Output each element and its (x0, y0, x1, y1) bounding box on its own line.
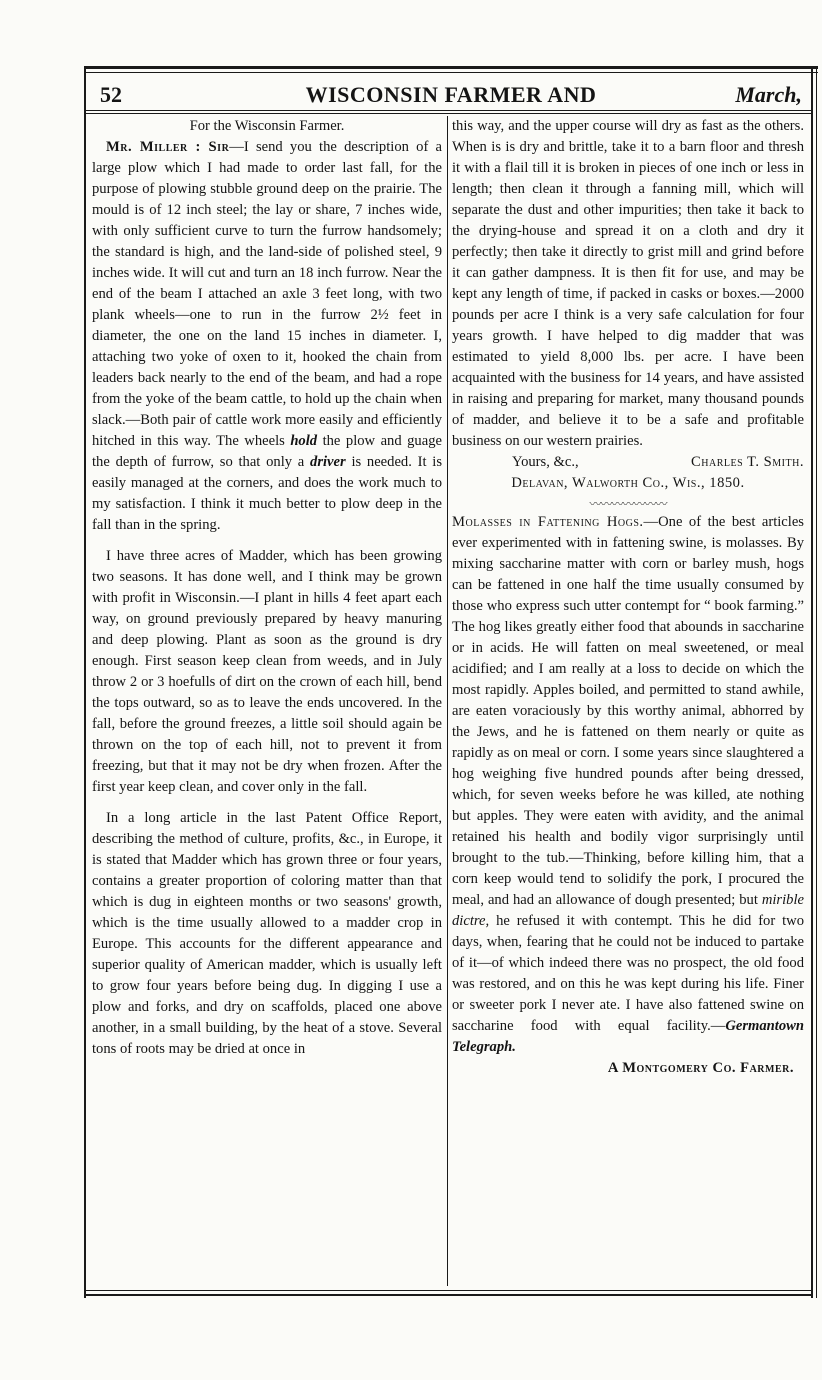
letter-paragraph-3: In a long article in the last Patent Office Report, describing the method of culture, profits, &c., in Europe, it is stated that Madder which has grown three or four years, contains a greater proportion of coloring matter than that which is dug in eighteen months or two seasons' growth, which is the time usually allowed to a madder crop in Europe. This accounts for the different appearance and superior quality of American madder, which is usually left to grow four years before being dug. In digging I use a plow and forks, and dry on scaffolds, placed one above another, in a small building, by the heat of a stove. Several tons of roots may be dried at once in (92, 810, 442, 1057)
signer: Charles T. Smith. (691, 454, 804, 470)
left-frame (84, 66, 86, 1298)
journal-title: WISCONSIN FARMER AND (305, 82, 597, 107)
page-number: 52 (100, 82, 122, 107)
article-source: Germantown Telegraph. (452, 1018, 804, 1055)
signer-location: Delavan, Walworth Co., Wis., 1850. (511, 475, 745, 491)
right-frame (811, 66, 813, 1298)
column-heading: For the Wisconsin Farmer. (189, 118, 345, 134)
closing: Yours, &c., (512, 454, 579, 470)
left-column (92, 116, 442, 1060)
article-molasses: Molasses in Fattening Hogs.—One of the best articles ever experimented with in fattening swine, is molasses. By mixing saccharine matter with corn or barley mush, hogs can be fattened in one half the time usually consumed by those who express such utter contempt for “ book farming.” The hog likes greatly either food that abounds in saccharine or in acids. He will fatten on meal sweetened, or meal acidified; and I am really at a loss to decide on which the most rapidly. Apples boiled, and permitted to stand awhile, are eaten voraciously by this worthy animal, abhorred by the Jews, and he is fattened on them nearly or quite as rapidly as on meal or corn. I some years since slaughtered a hog weighing five hundred pounds after being dressed, which, for seven weeks before he was killed, ate nothing but apples. They were eaten with avidity, and the animal retained his health and bodily vigor surprisingly until brought to the tub.—Thinking, before killing him, that a corn keep would tend to solidify the pork, I procured the meal, and had an allowance of dough presented; but mirible dictre, he refused it with contempt. This he did for two days, when, fearing that he could not be induced to partake of it—of which indeed there was no prospect, the old food was restored, and on this he was kept during his life. Finer or sweeter pork I never ate. I have also fattened swine on saccharine food with equal facility.—Germantown Telegraph. (452, 514, 805, 1055)
letter-paragraph-2: I have three acres of Madder, which has been growing two seasons. It has done well, and I think may be grown with profit in Wisconsin.—I plant in hills 4 feet apart each way, on ground previously prepared by heavy manuring and deep plowing. Plant as soon as the ground is dry enough. First season keep clean from weeds, and in July throw 2 or 3 hoefulls of dirt on the crown of each hill, bend the tops outward, so as to leave the ends uncovered. In the fall, before the ground freezes, a little soil should again be thrown on the top of each hill, not to prevent it from freezing, but that it may not be dry when frozen. After the first year keep clean, and cover only in the fall. (92, 548, 442, 795)
letter-signature (452, 452, 804, 473)
article-signer: A Montgomery Co. Farmer. (607, 1060, 794, 1076)
top-rule (84, 66, 818, 69)
column-divider (447, 116, 448, 1286)
page-header (100, 82, 802, 112)
bottom-rule (84, 1290, 813, 1291)
letter-paragraph-1: Mr. Miller : Sir—I send you the description of a large plow which I had made to order last fall, for the purpose of plowing stubble ground deep on the prairie. The mould is of 12 inch steel; the lay or share, 7 inches wide, with only sufficient curve to turn the furrow handsomely; the standard is high, and the land-side of polished steel, 9 inches wide. It will cut and turn an 18 inch furrow. Near the end of the beam I attached an axle 3 feet long, with two plank wheels—one to run in the furrow 2½ feet in diameter, the one on the land 15 inches in diameter. I, attaching two yoke of oxen to it, hooked the chain from leaders back nearly to the end of the beam, and had a rope from the yoke of the beam cattle, to hold up the chain when slack.—Both pair of cattle work more easily and efficiently hitched in this way. The wheels hold the plow and guage the depth of furrow, so that only a driver is needed. It is easily managed at the corners, and does the work much to my satisfaction. I think it much better to plow deep in the fall than in the spring. (92, 139, 443, 533)
right-frame-thin (816, 66, 817, 1298)
issue-month: March, (735, 82, 802, 107)
header-rule (84, 110, 813, 111)
right-column (452, 116, 804, 1079)
top-rule-thin (84, 72, 818, 73)
section-divider: 〰〰〰〰〰〰〰 (589, 497, 667, 511)
article-title: Molasses in Fattening Hogs. (452, 514, 644, 530)
bottom-rule-2 (84, 1294, 813, 1296)
header-rule-2 (84, 113, 813, 114)
letter-continuation: this way, and the upper course will dry as fast as the others. When is is dry and brittle, take it to a barn floor and thresh it with a flail till it is broken in pieces of one inch or less in length; then clean it through a fanning mill, which will separate the dust and other impurities; then take it back to the drying-house and spread it on a cloth and dry it perfectly; then take it directly to grist mill and grind before it can gather dampness. It is then fit for use, and may be kept any length of time, if packed in casks or boxes.—2000 pounds per acre I think is a very safe calculation for four years growth. I have helped to dig madder that was estimated to yield 8,000 lbs. per acre. I have been acquainted with the business for 14 years, and have assisted in raising and preparing for market, many thousand pounds of madder, and believe it to be a safe and profitable business on our western prairies. (452, 118, 804, 449)
salutation: Mr. Miller : Sir (106, 139, 230, 155)
